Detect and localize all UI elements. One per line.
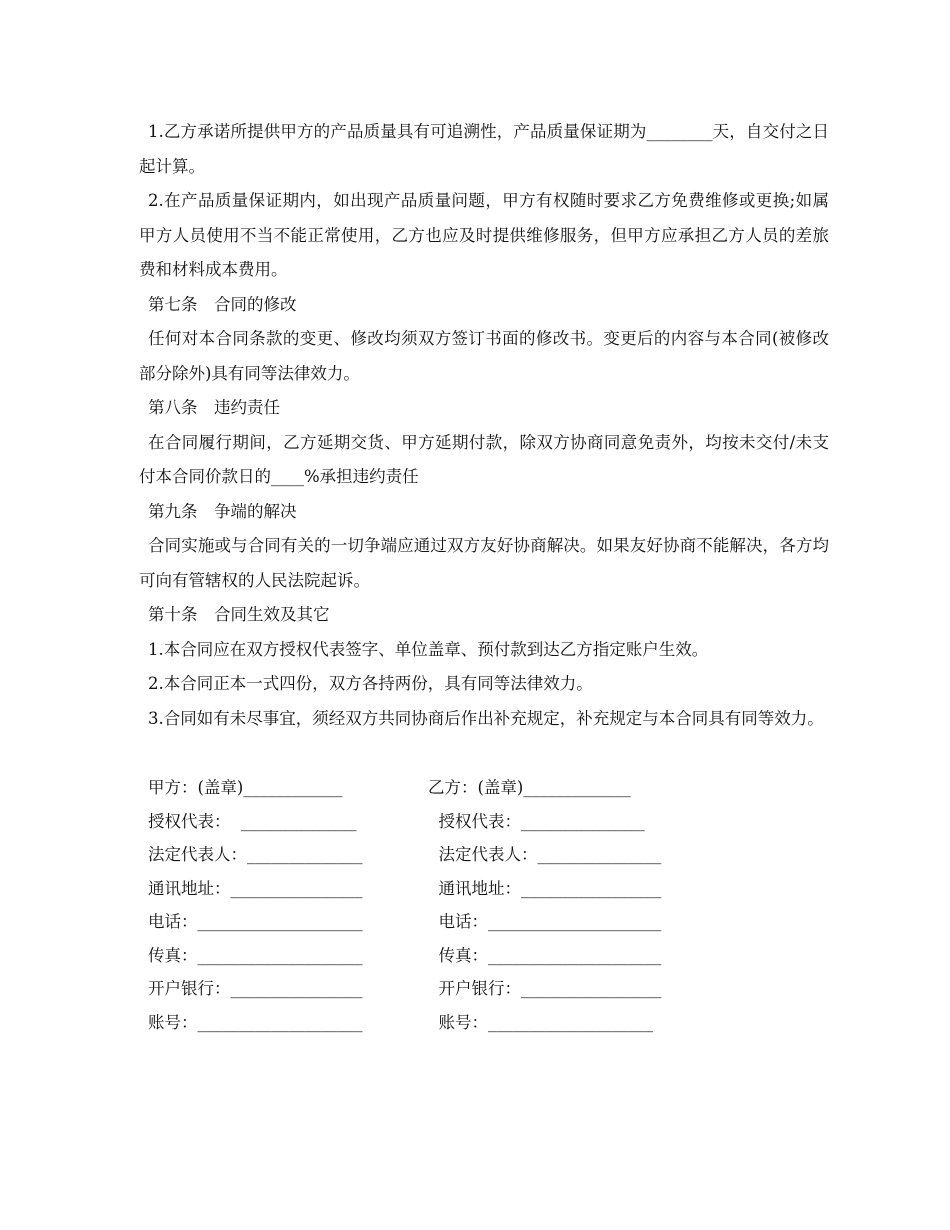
party-b-field: 开户银行：_________________ (428, 979, 662, 998)
party-a-field: 电话：____________________ (148, 912, 363, 931)
clause-paragraph: 2.在产品质量保证期内，如出现产品质量问题，甲方有权随时要求乙方免费维修或更换;如属甲方人员使用不当不能正常使用，乙方也应及时提供维修服务，但甲方应承担乙方人员的差旅费和材料成本费用。 (139, 191, 829, 279)
signature-row (148, 872, 708, 906)
clause-paragraph: 1.本合同应在双方授权代表签字、单位盖章、预付款到达乙方指定账户生效。 (148, 639, 709, 659)
party-b-field: 传真：_____________________ (428, 945, 662, 965)
party-b-field: 账号：____________________ (428, 1012, 653, 1032)
party-a-field: 传真：____________________ (148, 945, 363, 965)
party-b-field: 授权代表：_______________ (428, 811, 645, 831)
article-heading: 第十条 合同生效及其它 (148, 605, 330, 624)
party-a-field: 账号：____________________ (148, 1012, 363, 1032)
party-b-field: 通讯地址：_________________ (428, 878, 662, 898)
party-a-field: 甲方：(盖章)____________ (148, 778, 343, 797)
article-heading: 第九条 争端的解决 (148, 501, 297, 521)
signature-row (148, 805, 708, 839)
party-b-field: 乙方：(盖章)_____________ (428, 778, 631, 797)
clause-paragraph: 1.乙方承诺所提供甲方的产品质量具有可追溯性，产品质量保证期为________天，自交付之日起计算。 (139, 122, 829, 176)
party-a-field: 授权代表： ______________ (148, 811, 357, 831)
party-b-field: 电话：_____________________ (428, 912, 662, 931)
party-a-field: 开户银行：________________ (148, 979, 363, 998)
party-a-field: 通讯地址：________________ (148, 878, 363, 898)
clause-paragraph: 在合同履行期间，乙方延期交货、甲方延期付款，除双方协商同意免责外，均按未交付/未支付本合同价款日的____%承担违约责任 (139, 432, 829, 486)
signature-row (148, 972, 708, 1006)
article-heading: 第七条 合同的修改 (148, 294, 297, 314)
clause-paragraph: 2.本合同正本一式四份，双方各持两份，具有同等法律效力。 (148, 674, 593, 693)
signature-row (148, 838, 708, 872)
signature-block (148, 771, 708, 1039)
clause-paragraph: 3.合同如有未尽事宜，须经双方共同协商后作出补充规定，补充规定与本合同具有同等效力。 (148, 708, 824, 728)
article-heading: 第八条 违约责任 (148, 398, 280, 417)
signature-row (148, 939, 708, 973)
signature-row (148, 771, 708, 805)
party-a-field: 法定代表人：______________ (148, 845, 363, 864)
clause-paragraph: 任何对本合同条款的变更、修改均须双方签订书面的修改书。变更后的内容与本合同(被修改部分除外)具有同等法律效力。 (139, 329, 829, 383)
contract-body (139, 115, 829, 736)
clause-paragraph: 合同实施或与合同有关的一切争端应通过双方友好协商解决。如果友好协商不能解决，各方均可向有管辖权的人民法院起诉。 (139, 536, 829, 590)
signature-row (148, 905, 708, 939)
signature-row (148, 1006, 708, 1040)
party-b-field: 法定代表人：_______________ (428, 845, 662, 864)
